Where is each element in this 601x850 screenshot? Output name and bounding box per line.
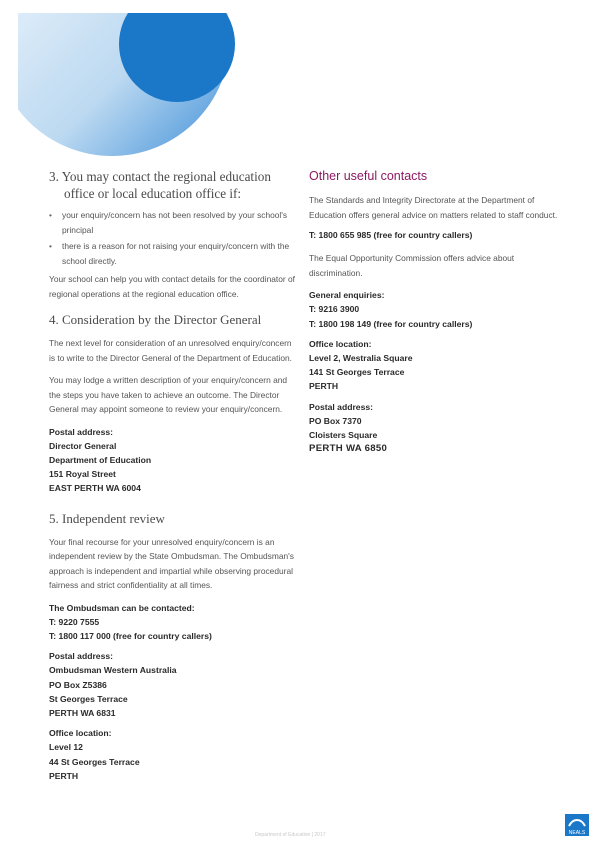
office-line: Level 12 <box>49 742 83 753</box>
office-label: Office location: <box>309 338 372 349</box>
postal-line: St Georges Terrace <box>49 693 128 704</box>
section-3-heading-line2: office or local education office if: <box>64 186 242 201</box>
postal-line: PO Box Z5386 <box>49 679 107 690</box>
postal-line: Ombudsman Western Australia <box>49 665 177 676</box>
eoc-postal <box>309 400 559 457</box>
eoc-office <box>309 337 559 394</box>
postal-line: Department of Education <box>49 454 152 465</box>
left-column <box>49 168 299 789</box>
section-4-para-1: The next level for consideration of an unresolved enquiry/concern is to write to the Director General of the Department of Education. <box>49 338 292 363</box>
general-label: General enquiries: <box>309 290 385 301</box>
postal-label: Postal address: <box>49 426 113 437</box>
neals-logo-icon <box>565 814 589 836</box>
footer-text: Department of Education | 2017 <box>255 832 326 838</box>
postal-line: EAST PERTH WA 6004 <box>49 483 141 494</box>
section-3-bullets <box>49 208 299 268</box>
office-line: PERTH <box>49 770 79 781</box>
decorative-circles <box>0 0 240 160</box>
ombudsman-contact <box>49 601 299 644</box>
office-line: 141 St Georges Terrace <box>309 367 405 378</box>
section-4-para-2: You may lodge a written description of your enquiry/concern and the steps you have taken to achieve an outcome. The Director General may appoint someone to review your enquiry/concern. <box>49 375 288 414</box>
right-column <box>309 168 559 462</box>
section-5-heading: 5. Independent review <box>49 510 165 526</box>
section-4-postal <box>49 425 299 496</box>
contact-label: The Ombudsman can be contacted: <box>49 602 195 613</box>
phone-line: T: 9216 3900 <box>309 304 360 315</box>
ombudsman-office <box>49 726 299 783</box>
postal-line: PERTH WA 6850 <box>309 443 388 455</box>
phone-line: T: 9220 7555 <box>49 616 100 627</box>
postal-line: 151 Royal Street <box>49 469 116 480</box>
office-label: Office location: <box>49 728 112 739</box>
postal-label: Postal address: <box>49 651 113 662</box>
standards-para: The Standards and Integrity Directorate at the Department of Education offers general advice on matters related to staff conduct. <box>309 195 558 220</box>
bullet-item: • your enquiry/concern has not been resolved by your school's principal <box>49 210 288 235</box>
section-3-heading-line1: 3. You may contact the regional education <box>49 169 271 184</box>
equal-opportunity-para: The Equal Opportunity Commission offers advice about discrimination. <box>309 253 515 278</box>
postal-line: PO Box 7370 <box>309 415 362 426</box>
postal-line: Director General <box>49 440 117 451</box>
postal-line: Cloisters Square <box>309 430 378 441</box>
office-line: 44 St Georges Terrace <box>49 756 140 767</box>
office-line: PERTH <box>309 381 339 392</box>
phone-line: T: 1800 117 000 (free for country callers) <box>49 630 212 641</box>
section-3-para: Your school can help you with contact details for the coordinator of regional operations at the regional education office. <box>49 274 295 299</box>
postal-label: Postal address: <box>309 401 373 412</box>
section-3-heading <box>49 168 299 202</box>
section-4-heading: 4. Consideration by the Director General <box>49 312 262 327</box>
ombudsman-postal <box>49 649 299 720</box>
other-contacts-heading: Other useful contacts <box>309 169 428 183</box>
standards-phone: T: 1800 655 985 (free for country callers) <box>309 230 473 240</box>
office-line: Level 2, Westralia Square <box>309 353 413 364</box>
logo-text: NEALS <box>568 830 586 836</box>
general-enquiries <box>309 288 559 331</box>
section-5-para: Your final recourse for your unresolved enquiry/concern is an independent review by the State Ombudsman. The Ombudsman's approach is independent and impartial while observing procedural fairness and strict confidentiality at all times. <box>49 536 294 591</box>
bullet-item: • there is a reason for not raising your enquiry/concern with the school directly. <box>49 241 290 266</box>
postal-line: PERTH WA 6831 <box>49 707 116 718</box>
phone-line: T: 1800 198 149 (free for country callers) <box>309 318 473 329</box>
